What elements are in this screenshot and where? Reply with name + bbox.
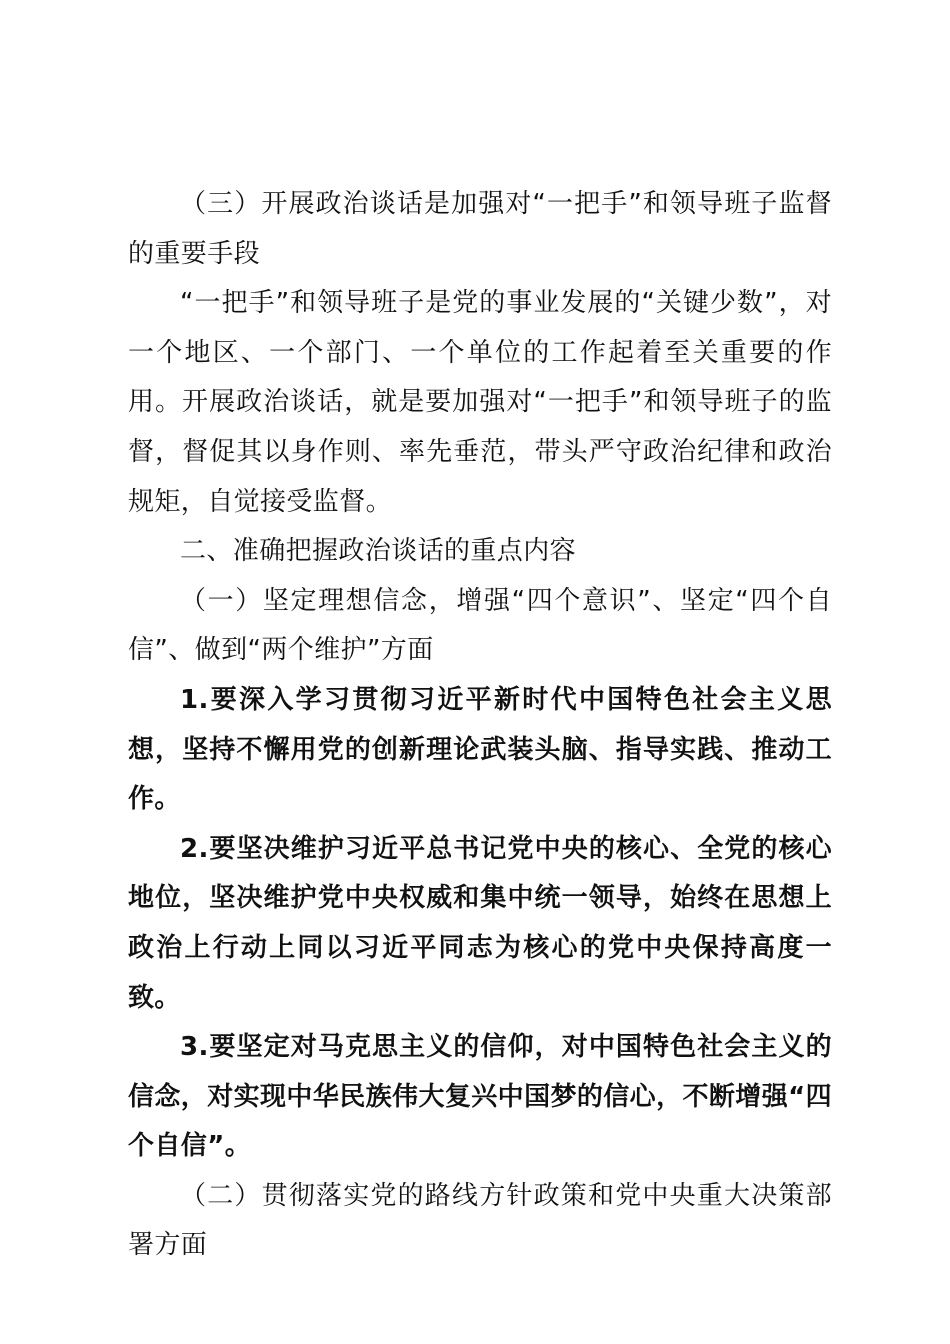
document-body: [128, 180, 832, 1271]
point-3: 3.要坚定对马克思主义的信仰，对中国特色社会主义的信念，对实现中华民族伟大复兴中国梦的信心，不断增强“四个自信”。: [128, 1032, 832, 1162]
section-heading-1: （一）坚定理想信念，增强“四个意识”、坚定“四个自信”、做到“两个维护”方面: [128, 585, 832, 666]
section-heading-2: （二）贯彻落实党的路线方针政策和党中央重大决策部署方面: [128, 1180, 832, 1261]
body-paragraph: “一把手”和领导班子是党的事业发展的“关键少数”，对一个地区、一个部门、一个单位的工作起着至关重要的作用。开展政治谈话，就是要加强对“一把手”和领导班子的监督，督促其以身作则、率先垂范，带头严守政治纪律和政治规矩，自觉接受监督。: [128, 288, 832, 517]
point-1: 1.要深入学习贯彻习近平新时代中国特色社会主义思想，坚持不懈用党的创新理论武装头脑、指导实践、推动工作。: [128, 684, 832, 815]
chapter-heading-2: 二、准确把握政治谈话的重点内容: [180, 536, 577, 567]
section-heading-3: （三）开展政治谈话是加强对“一把手”和领导班子监督的重要手段: [128, 189, 832, 269]
point-2: 2.要坚决维护习近平总书记党中央的核心、全党的核心地位，坚决维护党中央权威和集中统一领导，始终在思想上政治上行动上同以习近平同志为核心的党中央保持高度一致。: [128, 833, 832, 1013]
